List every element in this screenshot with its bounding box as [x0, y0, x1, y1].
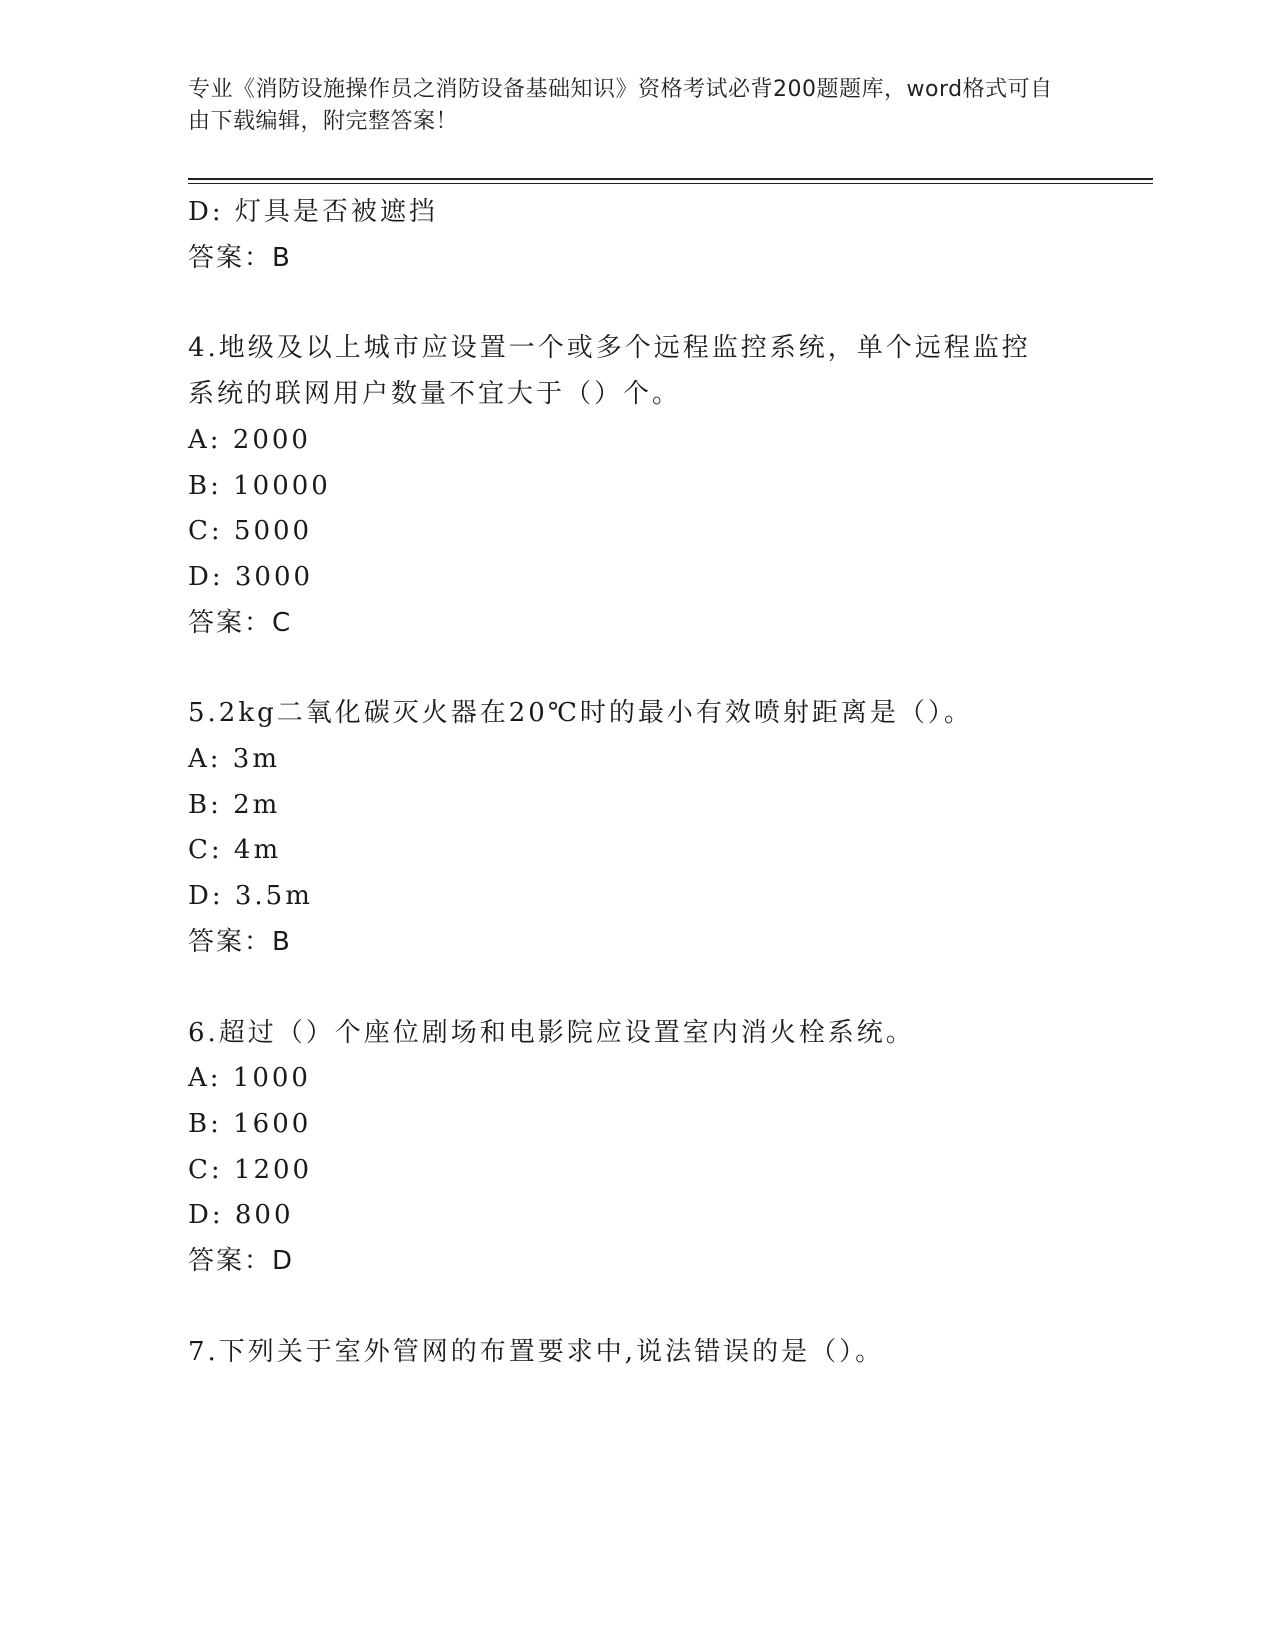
question-text: 5.2kg二氧化碳灭火器在20℃时的最小有效喷射距离是（）。 — [188, 698, 973, 729]
question-text: 4.地级及以上城市应设置一个或多个远程监控系统，单个远程监控系统的联网用户数量不宜大于（）个。 — [188, 333, 1031, 410]
option-c: C: 1200 — [188, 1154, 313, 1185]
answer-line: 答案：C — [188, 607, 293, 638]
question-7 — [188, 1330, 1088, 1376]
question-text: 7.下列关于室外管网的布置要求中,说法错误的是（）。 — [188, 1336, 885, 1367]
document-body — [188, 190, 1088, 1375]
answer-line: 答案：B — [188, 926, 292, 957]
header-divider-thin — [188, 183, 1153, 184]
option-c: C: 4m — [188, 835, 282, 866]
option-a: A: 1000 — [188, 1063, 311, 1094]
option-d: D: 800 — [188, 1200, 294, 1231]
header-divider-thick — [188, 178, 1153, 180]
question-fragment — [188, 190, 1088, 281]
option-a: A: 2000 — [188, 424, 311, 455]
page-header: 专业《消防设施操作员之消防设备基础知识》资格考试必背200题题库，word格式可自由下载编辑，附完整答案！ — [188, 77, 1053, 134]
option-b: B: 2m — [188, 789, 281, 820]
question-6 — [188, 1011, 1088, 1285]
answer-line: 答案：B — [188, 242, 292, 273]
question-text: 6.超过（）个座位剧场和电影院应设置室内消火栓系统。 — [188, 1017, 915, 1048]
option-b: B: 1600 — [188, 1108, 312, 1139]
option-d: D: 3.5m — [188, 881, 313, 912]
option-d: D: 3000 — [188, 561, 314, 592]
option-d: D: 灯具是否被遮挡 — [188, 197, 438, 227]
answer-line: 答案：D — [188, 1246, 295, 1277]
question-5 — [188, 691, 1088, 965]
option-a: A: 3m — [188, 744, 280, 775]
option-b: B: 10000 — [188, 470, 331, 501]
question-4 — [188, 326, 1088, 646]
option-c: C: 5000 — [188, 516, 313, 547]
